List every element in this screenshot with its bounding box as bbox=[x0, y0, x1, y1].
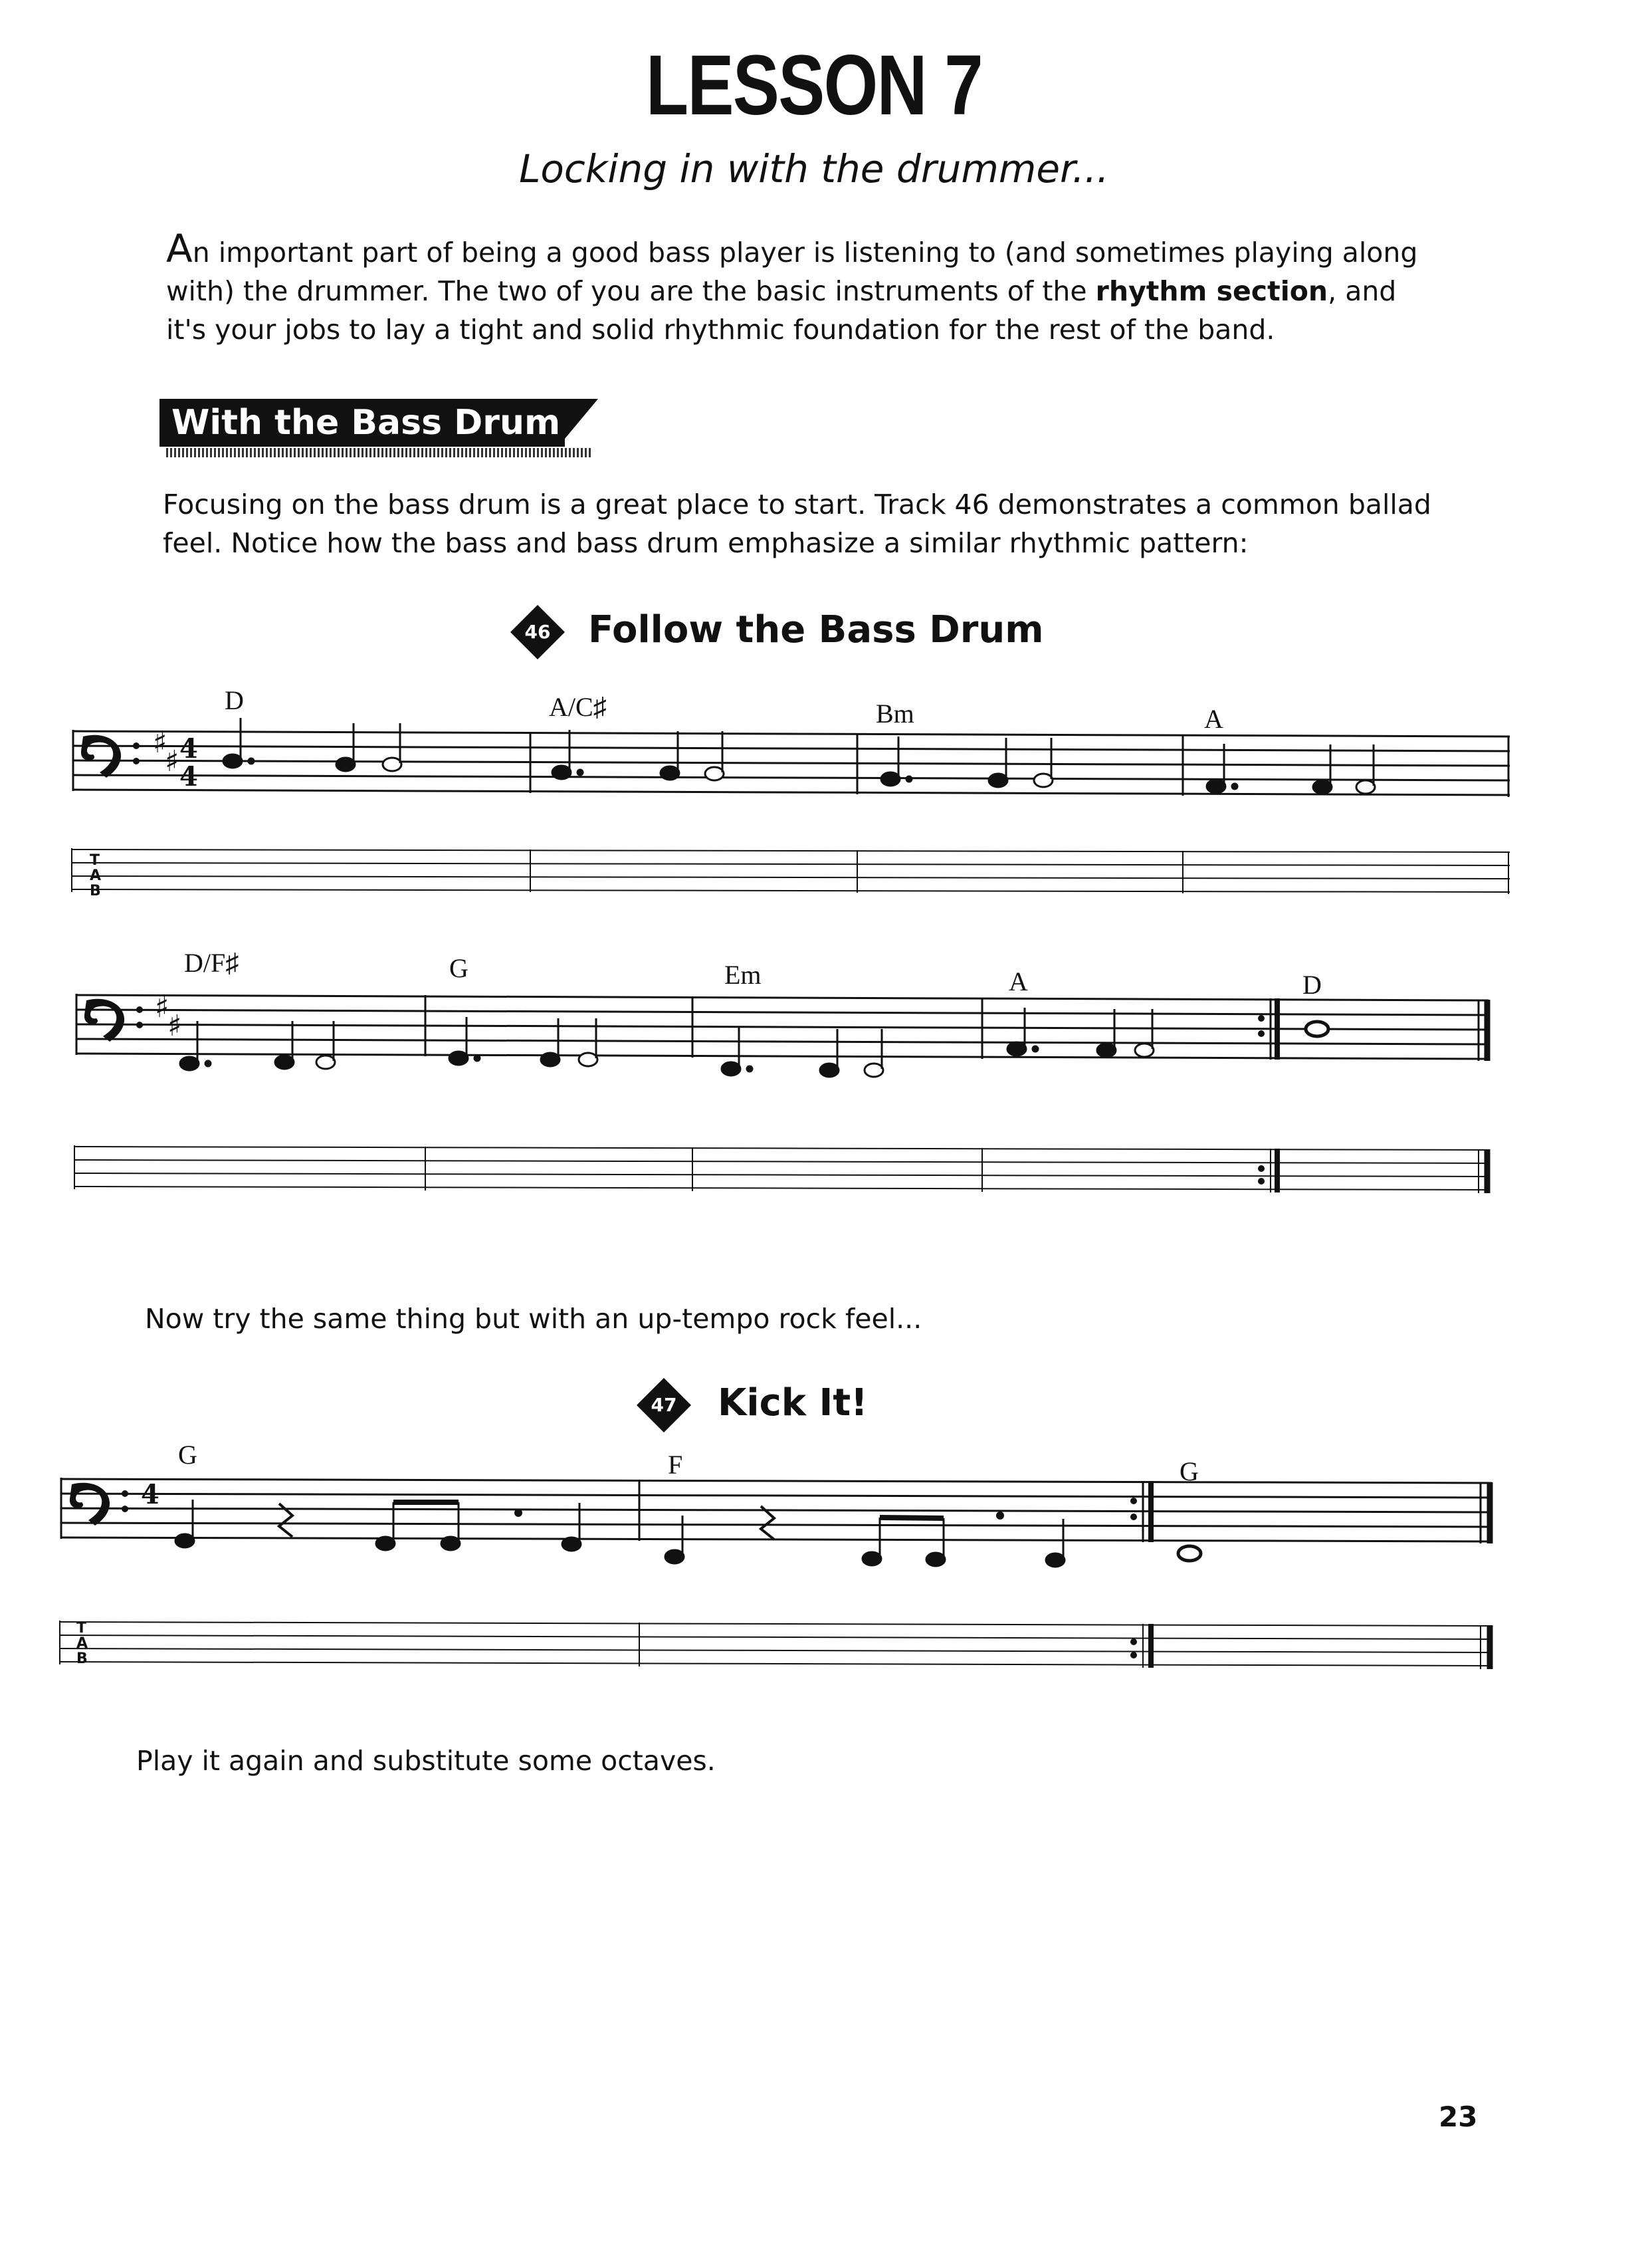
example-1-line-1-staff bbox=[73, 730, 1510, 797]
chord-symbol: D bbox=[225, 685, 244, 715]
example-1-line-1-tab bbox=[72, 848, 1510, 894]
tab-letter: B bbox=[90, 883, 101, 899]
between-text: Now try the same thing but with an up-tempo rock feel... bbox=[145, 1303, 922, 1335]
intro-bold-term: rhythm section bbox=[1095, 275, 1328, 307]
tab-clef bbox=[76, 1621, 88, 1666]
tab-letter: T bbox=[90, 852, 100, 869]
example-2-title: Kick It! bbox=[718, 1381, 868, 1424]
bass-clef-icon bbox=[81, 735, 140, 778]
example-1-line-2-staff bbox=[76, 994, 1489, 1061]
track-47-number: 47 bbox=[651, 1394, 677, 1416]
bass-clef-icon bbox=[70, 1483, 128, 1526]
time-signature-top: 4 bbox=[141, 1479, 159, 1510]
chord-symbol: G bbox=[178, 1440, 197, 1470]
lesson-subtitle: Locking in with the drummer... bbox=[519, 146, 1109, 191]
bass-clef-icon bbox=[84, 999, 143, 1042]
example-2-staff bbox=[61, 1478, 1492, 1543]
tab-letter: T bbox=[76, 1620, 87, 1637]
closing-text: Play it again and substitute some octaves. bbox=[136, 1745, 716, 1777]
intro-text-end: , and it's your jobs to lay a tight and solid rhythmic foundation for the rest of the band. bbox=[166, 275, 1397, 346]
sharp-icon: ♯ bbox=[153, 726, 167, 760]
page-number: 23 bbox=[1439, 2100, 1478, 2133]
time-signature-top: 4 bbox=[179, 733, 198, 764]
section-paragraph: Focusing on the bass drum is a great place to start. Track 46 demonstrates a common ballad feel. Notice how the bass and bass drum emphasize a similar rhythmic pattern: bbox=[163, 489, 1431, 559]
example-2-tab bbox=[60, 1621, 1492, 1669]
repeat-dots bbox=[1130, 1498, 1137, 1658]
tab-letter: A bbox=[76, 1635, 88, 1652]
chord-symbol: D/F♯ bbox=[184, 948, 239, 978]
intro-text-start: n important part of being a good bass player is listening to (and sometimes playing along with) the drummer. The two of you are the basic instruments of the bbox=[166, 237, 1418, 307]
track-46-number: 46 bbox=[524, 621, 551, 643]
chord-symbol: G bbox=[1180, 1456, 1199, 1486]
example-1-title: Follow the Bass Drum bbox=[588, 608, 1044, 651]
drop-cap: A bbox=[166, 226, 193, 271]
section-banner-label: With the Bass Drum bbox=[159, 399, 565, 447]
sharp-icon: ♯ bbox=[155, 990, 169, 1024]
chord-symbol: A bbox=[1009, 966, 1028, 996]
sharp-icon: ♯ bbox=[165, 744, 179, 778]
tab-letter: B bbox=[76, 1650, 88, 1667]
note-group bbox=[223, 718, 1375, 794]
chord-symbol: Bm bbox=[876, 699, 914, 729]
chord-symbol: Em bbox=[724, 960, 762, 990]
chord-symbol: A bbox=[1204, 704, 1223, 734]
repeat-dots bbox=[1258, 1015, 1265, 1185]
chord-symbol: G bbox=[449, 953, 468, 983]
chord-symbol: F bbox=[668, 1450, 683, 1480]
example-1-line-2-tab bbox=[74, 1145, 1489, 1193]
chord-symbol: D bbox=[1302, 970, 1322, 1000]
sharp-icon: ♯ bbox=[167, 1009, 182, 1043]
time-signature-bottom: 4 bbox=[179, 761, 198, 792]
tab-letter: A bbox=[90, 867, 102, 884]
lesson-title: LESSON 7 bbox=[646, 38, 982, 133]
chord-symbol: A/C♯ bbox=[549, 692, 607, 722]
